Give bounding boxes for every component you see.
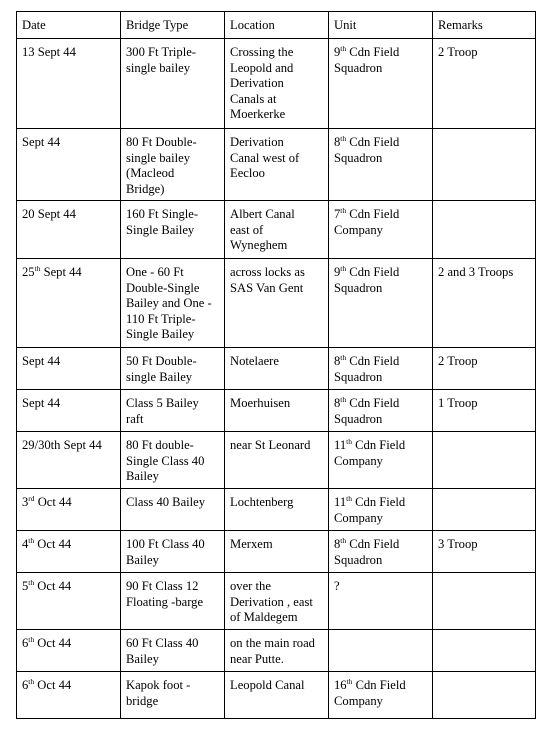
bridge-type-line: Bailey <box>126 469 159 484</box>
cell-remarks <box>433 259 536 348</box>
bridge-type-line: Bailey and One - <box>126 296 212 311</box>
date-ordinal: th <box>28 635 35 644</box>
unit-ordinal: th <box>346 677 353 686</box>
bridge-type-line: single Bailey <box>126 369 193 384</box>
table-row <box>17 672 536 719</box>
cell-location <box>225 39 329 129</box>
table-body <box>17 39 536 719</box>
cell-location <box>225 390 329 432</box>
date-ordinal: th <box>28 536 35 545</box>
date-text: 13 Sept 44 <box>22 45 76 59</box>
unit-number: 8 <box>334 354 341 368</box>
unit-ordinal: th <box>340 395 347 404</box>
cell-date <box>17 348 121 390</box>
table-row <box>17 201 536 259</box>
unit-type: Squadron <box>334 280 383 295</box>
unit-number: 8 <box>334 135 341 149</box>
location-line: Albert Canal <box>230 207 295 221</box>
location-line: of Maldegem <box>230 610 298 625</box>
unit-ordinal: th <box>340 44 347 53</box>
cell-unit <box>329 573 433 630</box>
cell-date <box>17 630 121 672</box>
cell-unit <box>329 489 433 531</box>
unit-type: Company <box>334 510 383 525</box>
cell-bridge-type <box>121 489 225 531</box>
unit-name: Cdn Field <box>351 495 406 509</box>
cell-date <box>17 573 121 630</box>
bridge-type-line: Bridge) <box>126 181 165 196</box>
cell-date <box>17 129 121 201</box>
date-text: 5 <box>22 579 29 593</box>
unit-name: Cdn Field <box>352 678 406 692</box>
date-text: 25 <box>22 265 35 279</box>
unit-number: 16 <box>334 678 347 692</box>
unit-number: 11 <box>334 495 347 509</box>
cell-date <box>17 432 121 489</box>
cell-date <box>17 39 121 129</box>
bridge-type-line: Single Class 40 <box>126 453 205 468</box>
cell-location <box>225 489 329 531</box>
remarks-text: 2 Troop <box>438 354 478 368</box>
date-text: 20 Sept 44 <box>22 207 76 221</box>
bridge-type-line: Bailey <box>126 552 159 567</box>
cell-remarks <box>433 630 536 672</box>
cell-unit <box>329 259 433 348</box>
location-line: Lochtenberg <box>230 495 294 509</box>
unit-name: Cdn Field <box>346 135 400 149</box>
location-line: Moerhuisen <box>230 396 291 410</box>
unit-type: Company <box>334 222 383 237</box>
unit-ordinal: th <box>340 353 347 362</box>
cell-bridge-type <box>121 531 225 573</box>
cell-remarks <box>433 531 536 573</box>
cell-unit <box>329 129 433 201</box>
cell-unit <box>329 390 433 432</box>
table-row <box>17 531 536 573</box>
cell-unit <box>329 201 433 259</box>
date-rest: Oct 44 <box>34 678 72 692</box>
bridge-type-line: 50 Ft Double- <box>126 354 197 368</box>
location-line: east of <box>230 222 264 237</box>
unit-name: Cdn Field <box>346 265 400 279</box>
unit-number: 8 <box>334 537 341 551</box>
cell-bridge-type <box>121 348 225 390</box>
unit-name: Cdn Field <box>346 537 400 551</box>
location-line: over the <box>230 579 271 593</box>
remarks-text: 3 Troop <box>438 537 478 551</box>
cell-bridge-type <box>121 259 225 348</box>
table-header-row <box>17 12 536 39</box>
cell-remarks <box>433 39 536 129</box>
cell-location <box>225 259 329 348</box>
unit-type: Company <box>334 453 383 468</box>
bridge-type-line: Double-Single <box>126 280 200 295</box>
date-ordinal: th <box>34 264 41 273</box>
bridge-type-line: (Macleod <box>126 166 175 181</box>
date-text: 3 <box>22 495 29 509</box>
bridge-type-line: bridge <box>126 693 159 708</box>
date-rest: Sept 44 <box>40 265 82 279</box>
cell-remarks <box>433 348 536 390</box>
date-text: Sept 44 <box>22 354 61 368</box>
bridge-type-line: Bailey <box>126 651 159 666</box>
bridge-type-line: 80 Ft Double- <box>126 135 197 149</box>
table-row <box>17 630 536 672</box>
date-text: 6 <box>22 636 29 650</box>
bridge-type-line: 300 Ft Triple- <box>126 45 196 59</box>
cell-date <box>17 259 121 348</box>
table-row <box>17 489 536 531</box>
cell-date <box>17 201 121 259</box>
unit-name: Cdn Field <box>346 207 400 221</box>
date-rest: Oct 44 <box>34 579 72 593</box>
bridge-type-line: Single Bailey <box>126 222 195 237</box>
cell-location <box>225 573 329 630</box>
unit-number: ? <box>334 579 340 593</box>
cell-remarks <box>433 432 536 489</box>
date-text: 6 <box>22 678 29 692</box>
bridge-type-line: 60 Ft Class 40 <box>126 636 199 650</box>
location-line: Wyneghem <box>230 238 288 253</box>
date-rest: Oct 44 <box>34 537 72 551</box>
unit-number: 11 <box>334 438 347 452</box>
cell-date <box>17 489 121 531</box>
bridge-type-line: 80 Ft double- <box>126 438 194 452</box>
cell-unit <box>329 39 433 129</box>
location-line: Eecloo <box>230 166 265 181</box>
header-unit: Unit <box>329 12 433 39</box>
location-line: Notelaere <box>230 354 279 368</box>
cell-date <box>17 390 121 432</box>
bridge-type-line: 110 Ft Triple- <box>126 311 196 326</box>
bridges-table <box>16 11 536 719</box>
cell-remarks <box>433 129 536 201</box>
remarks-text: 2 and 3 Troops <box>438 265 514 279</box>
table-row <box>17 348 536 390</box>
date-text: 4 <box>22 537 29 551</box>
date-text: Sept 44 <box>22 396 61 410</box>
cell-bridge-type <box>121 573 225 630</box>
cell-unit <box>329 672 433 719</box>
table-row <box>17 390 536 432</box>
unit-name: Cdn Field <box>346 396 400 410</box>
unit-type: Squadron <box>334 369 383 384</box>
unit-type: Squadron <box>334 552 383 567</box>
location-line: on the main road <box>230 636 315 650</box>
location-line: near St Leonard <box>230 438 311 452</box>
cell-unit <box>329 630 433 672</box>
bridge-type-line: Kapok foot - <box>126 678 191 692</box>
unit-type: Company <box>334 693 383 708</box>
cell-remarks <box>433 573 536 630</box>
cell-bridge-type <box>121 630 225 672</box>
date-text: Sept 44 <box>22 135 61 149</box>
unit-type: Squadron <box>334 60 383 75</box>
cell-date <box>17 531 121 573</box>
cell-remarks <box>433 201 536 259</box>
location-line: Merxem <box>230 537 273 551</box>
location-line: SAS Van Gent <box>230 280 304 295</box>
cell-bridge-type <box>121 129 225 201</box>
bridge-type-line: raft <box>126 411 144 426</box>
location-line: Moerkerke <box>230 107 286 122</box>
cell-location <box>225 348 329 390</box>
cell-bridge-type <box>121 390 225 432</box>
location-line: near Putte. <box>230 651 284 666</box>
cell-location <box>225 432 329 489</box>
date-ordinal: th <box>28 677 35 686</box>
unit-name: Cdn Field <box>351 438 406 452</box>
unit-ordinal: th <box>346 494 352 503</box>
date-rest: Oct 44 <box>34 495 72 509</box>
location-line: Derivation <box>230 135 284 149</box>
cell-location <box>225 672 329 719</box>
cell-unit <box>329 432 433 489</box>
header-date: Date <box>17 12 121 39</box>
table-row <box>17 432 536 489</box>
unit-type: Squadron <box>334 411 383 426</box>
unit-ordinal: th <box>340 264 347 273</box>
cell-remarks <box>433 390 536 432</box>
bridge-type-line: Single Bailey <box>126 327 195 342</box>
unit-number: 9 <box>334 45 341 59</box>
unit-ordinal: th <box>340 134 347 143</box>
bridge-type-line: single bailey <box>126 60 191 75</box>
bridge-type-line: 160 Ft Single- <box>126 207 199 221</box>
cell-location <box>225 201 329 259</box>
location-line: Canals at <box>230 91 277 106</box>
location-line: Canal west of <box>230 150 300 165</box>
bridge-type-line: 100 Ft Class 40 <box>126 537 205 551</box>
cell-location <box>225 129 329 201</box>
location-line: Crossing the <box>230 45 294 59</box>
bridge-type-line: Class 5 Bailey <box>126 396 199 410</box>
location-line: Leopold Canal <box>230 678 305 692</box>
unit-ordinal: th <box>340 536 347 545</box>
unit-name: Cdn Field <box>346 354 400 368</box>
cell-bridge-type <box>121 201 225 259</box>
remarks-text: 1 Troop <box>438 396 478 410</box>
date-ordinal: th <box>28 578 35 587</box>
remarks-text: 2 Troop <box>438 45 478 59</box>
cell-remarks <box>433 489 536 531</box>
cell-unit <box>329 531 433 573</box>
unit-ordinal: th <box>346 437 352 446</box>
table-row <box>17 573 536 630</box>
date-ordinal: rd <box>28 494 35 503</box>
unit-type: Squadron <box>334 150 383 165</box>
cell-location <box>225 630 329 672</box>
table-row <box>17 129 536 201</box>
unit-name: Cdn Field <box>346 45 400 59</box>
location-line: Derivation <box>230 76 284 91</box>
table-row <box>17 39 536 129</box>
location-line: across locks as <box>230 265 305 279</box>
location-line: Leopold and <box>230 60 294 75</box>
bridge-type-line: Floating -barge <box>126 594 204 609</box>
header-location: Location <box>225 12 329 39</box>
unit-number: 8 <box>334 396 341 410</box>
bridge-type-line: single bailey <box>126 150 191 165</box>
date-text: 29/30th Sept 44 <box>22 438 102 452</box>
bridge-type-line: Class 40 Bailey <box>126 495 206 509</box>
cell-remarks <box>433 672 536 719</box>
cell-location <box>225 531 329 573</box>
unit-number: 7 <box>334 207 341 221</box>
cell-bridge-type <box>121 39 225 129</box>
location-line: Derivation , east <box>230 594 313 609</box>
cell-date <box>17 672 121 719</box>
bridge-type-line: One - 60 Ft <box>126 265 184 279</box>
unit-number: 9 <box>334 265 341 279</box>
header-bridge-type: Bridge Type <box>121 12 225 39</box>
table-row <box>17 259 536 348</box>
date-rest: Oct 44 <box>34 636 72 650</box>
unit-ordinal: th <box>340 206 347 215</box>
bridge-type-line: 90 Ft Class 12 <box>126 579 199 593</box>
cell-bridge-type <box>121 672 225 719</box>
cell-unit <box>329 348 433 390</box>
cell-bridge-type <box>121 432 225 489</box>
header-remarks: Remarks <box>433 12 536 39</box>
